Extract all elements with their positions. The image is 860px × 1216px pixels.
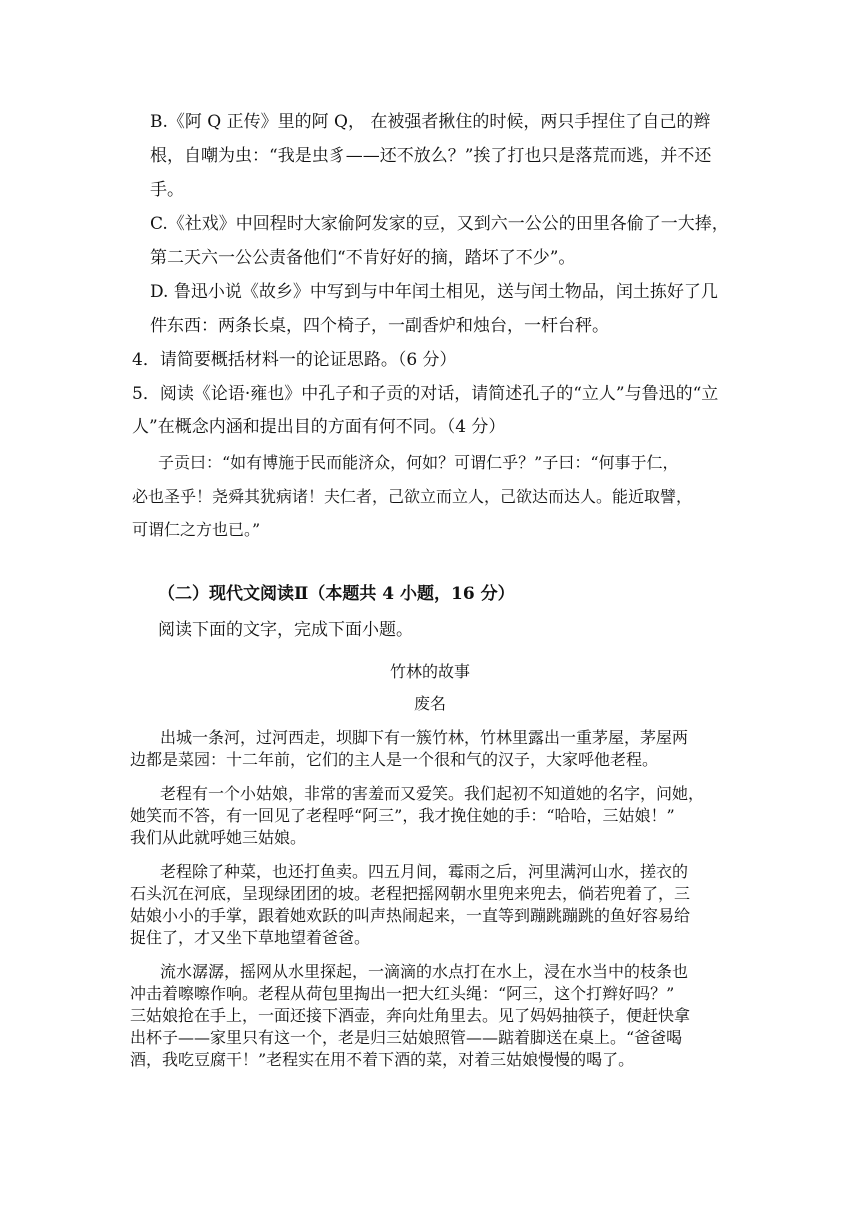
paragraph-2-line-2: 她笑而不答，有一回见了老程呼“阿三”，我才挽住她的手：“哈哈，三姑娘！” (130, 806, 675, 825)
option-b-line-2: 根，自嘲为虫：“我是虫豸——还不放么？”挨了打也只是落荒而逃，并不还 (150, 146, 712, 166)
option-c-line-2: 第二天六一公公责备他们“不肯好好的摘，踏坏了不少”。 (150, 248, 576, 268)
quote-line-2: 必也圣乎！尧舜其犹病诸！夫仁者，己欲立而立人，己欲达而达人。能近取譬， (132, 487, 693, 506)
option-b-line-3: 手。 (150, 180, 184, 200)
story-author: 废名 (413, 694, 446, 713)
paragraph-3-line-2: 石头沉在河底，呈现绿团团的坡。老程把摇网朝水里兜来兜去，倘若兜着了，三 (130, 884, 691, 903)
question-4: 4．请简要概括材料一的论证思路。（6 分） (132, 350, 457, 370)
section-instruction: 阅读下面的文字，完成下面小题。 (158, 620, 413, 640)
paragraph-4-line-3: 三姑娘抢在手上，一面还接下酒壶，奔向灶角里去。见了妈妈抽筷子，便赶快拿 (130, 1006, 691, 1025)
option-c-line-1: C.《社戏》中回程时大家偷阿发家的豆，又到六一公公的田里各偷了一大捧， (150, 214, 729, 234)
option-b-line-1: B.《阿 Q 正传》里的阿 Q， 在被强者揪住的时候，两只手捏住了自己的辫 (150, 112, 711, 132)
question-5-line-1: 5．阅读《论语·雍也》中孔子和子贡的对话，请简述孔子的“立人”与鲁迅的“立 (132, 384, 719, 404)
quote-line-1: 子贡曰：“如有博施于民而能济众，何如？可谓仁乎？”子曰：“何事于仁， (158, 453, 679, 472)
paragraph-4-line-5: 酒，我吃豆腐干！”老程实在用不着下酒的菜，对着三姑娘慢慢的喝了。 (130, 1050, 635, 1069)
paragraph-1-line-2: 边都是菜园：十二年前，它们的主人是一个很和气的汉子，大家呼他老程。 (130, 750, 659, 769)
paragraph-2-line-3: 我们从此就呼她三姑娘。 (130, 828, 307, 847)
story-title: 竹林的故事 (389, 662, 470, 681)
paragraph-4-line-4: 出杯子——家里只有这一个，老是归三姑娘照管——踮着脚送在桌上。“爸爸喝 (130, 1028, 683, 1047)
question-5-line-2: 人”在概念内涵和提出目的方面有何不同。（4 分） (132, 417, 506, 437)
paragraph-4-line-1: 流水潺潺，摇网从水里探起，一滴滴的水点打在水上，浸在水当中的枝条也 (160, 962, 689, 981)
option-d-line-2: 件东西：两条长桌，四个椅子，一副香炉和烛台，一杆台秤。 (150, 316, 609, 336)
section-heading: （二）现代文阅读Ⅱ（本题共 4 小题，16 分） (158, 584, 515, 604)
paragraph-3-line-4: 捉住了，才又坐下草地望着爸爸。 (130, 928, 371, 947)
paragraph-2-line-1: 老程有一个小姑娘，非常的害羞而又爱笑。我们起初不知道她的名字，问她， (160, 784, 705, 803)
quote-line-3: 可谓仁之方也已。” (132, 520, 261, 539)
paragraph-1-line-1: 出城一条河，过河西走，坝脚下有一簇竹林，竹林里露出一重茅屋，茅屋两 (160, 728, 689, 747)
paragraph-4-line-2: 冲击着嚓嚓作响。老程从荷包里掏出一把大红头绳：“阿三，这个打辫好吗？” (130, 984, 675, 1003)
paragraph-3-line-1: 老程除了种菜，也还打鱼卖。四五月间，霉雨之后，河里满河山水，搓衣的 (160, 862, 689, 881)
paragraph-3-line-3: 姑娘小小的手掌，跟着她欢跃的叫声热闹起来，一直等到蹦跳蹦跳的鱼好容易给 (130, 906, 691, 925)
option-d-line-1: D. 鲁迅小说《故乡》中写到与中年闰土相见，送与闰土物品，闰土拣好了几 (150, 282, 718, 302)
